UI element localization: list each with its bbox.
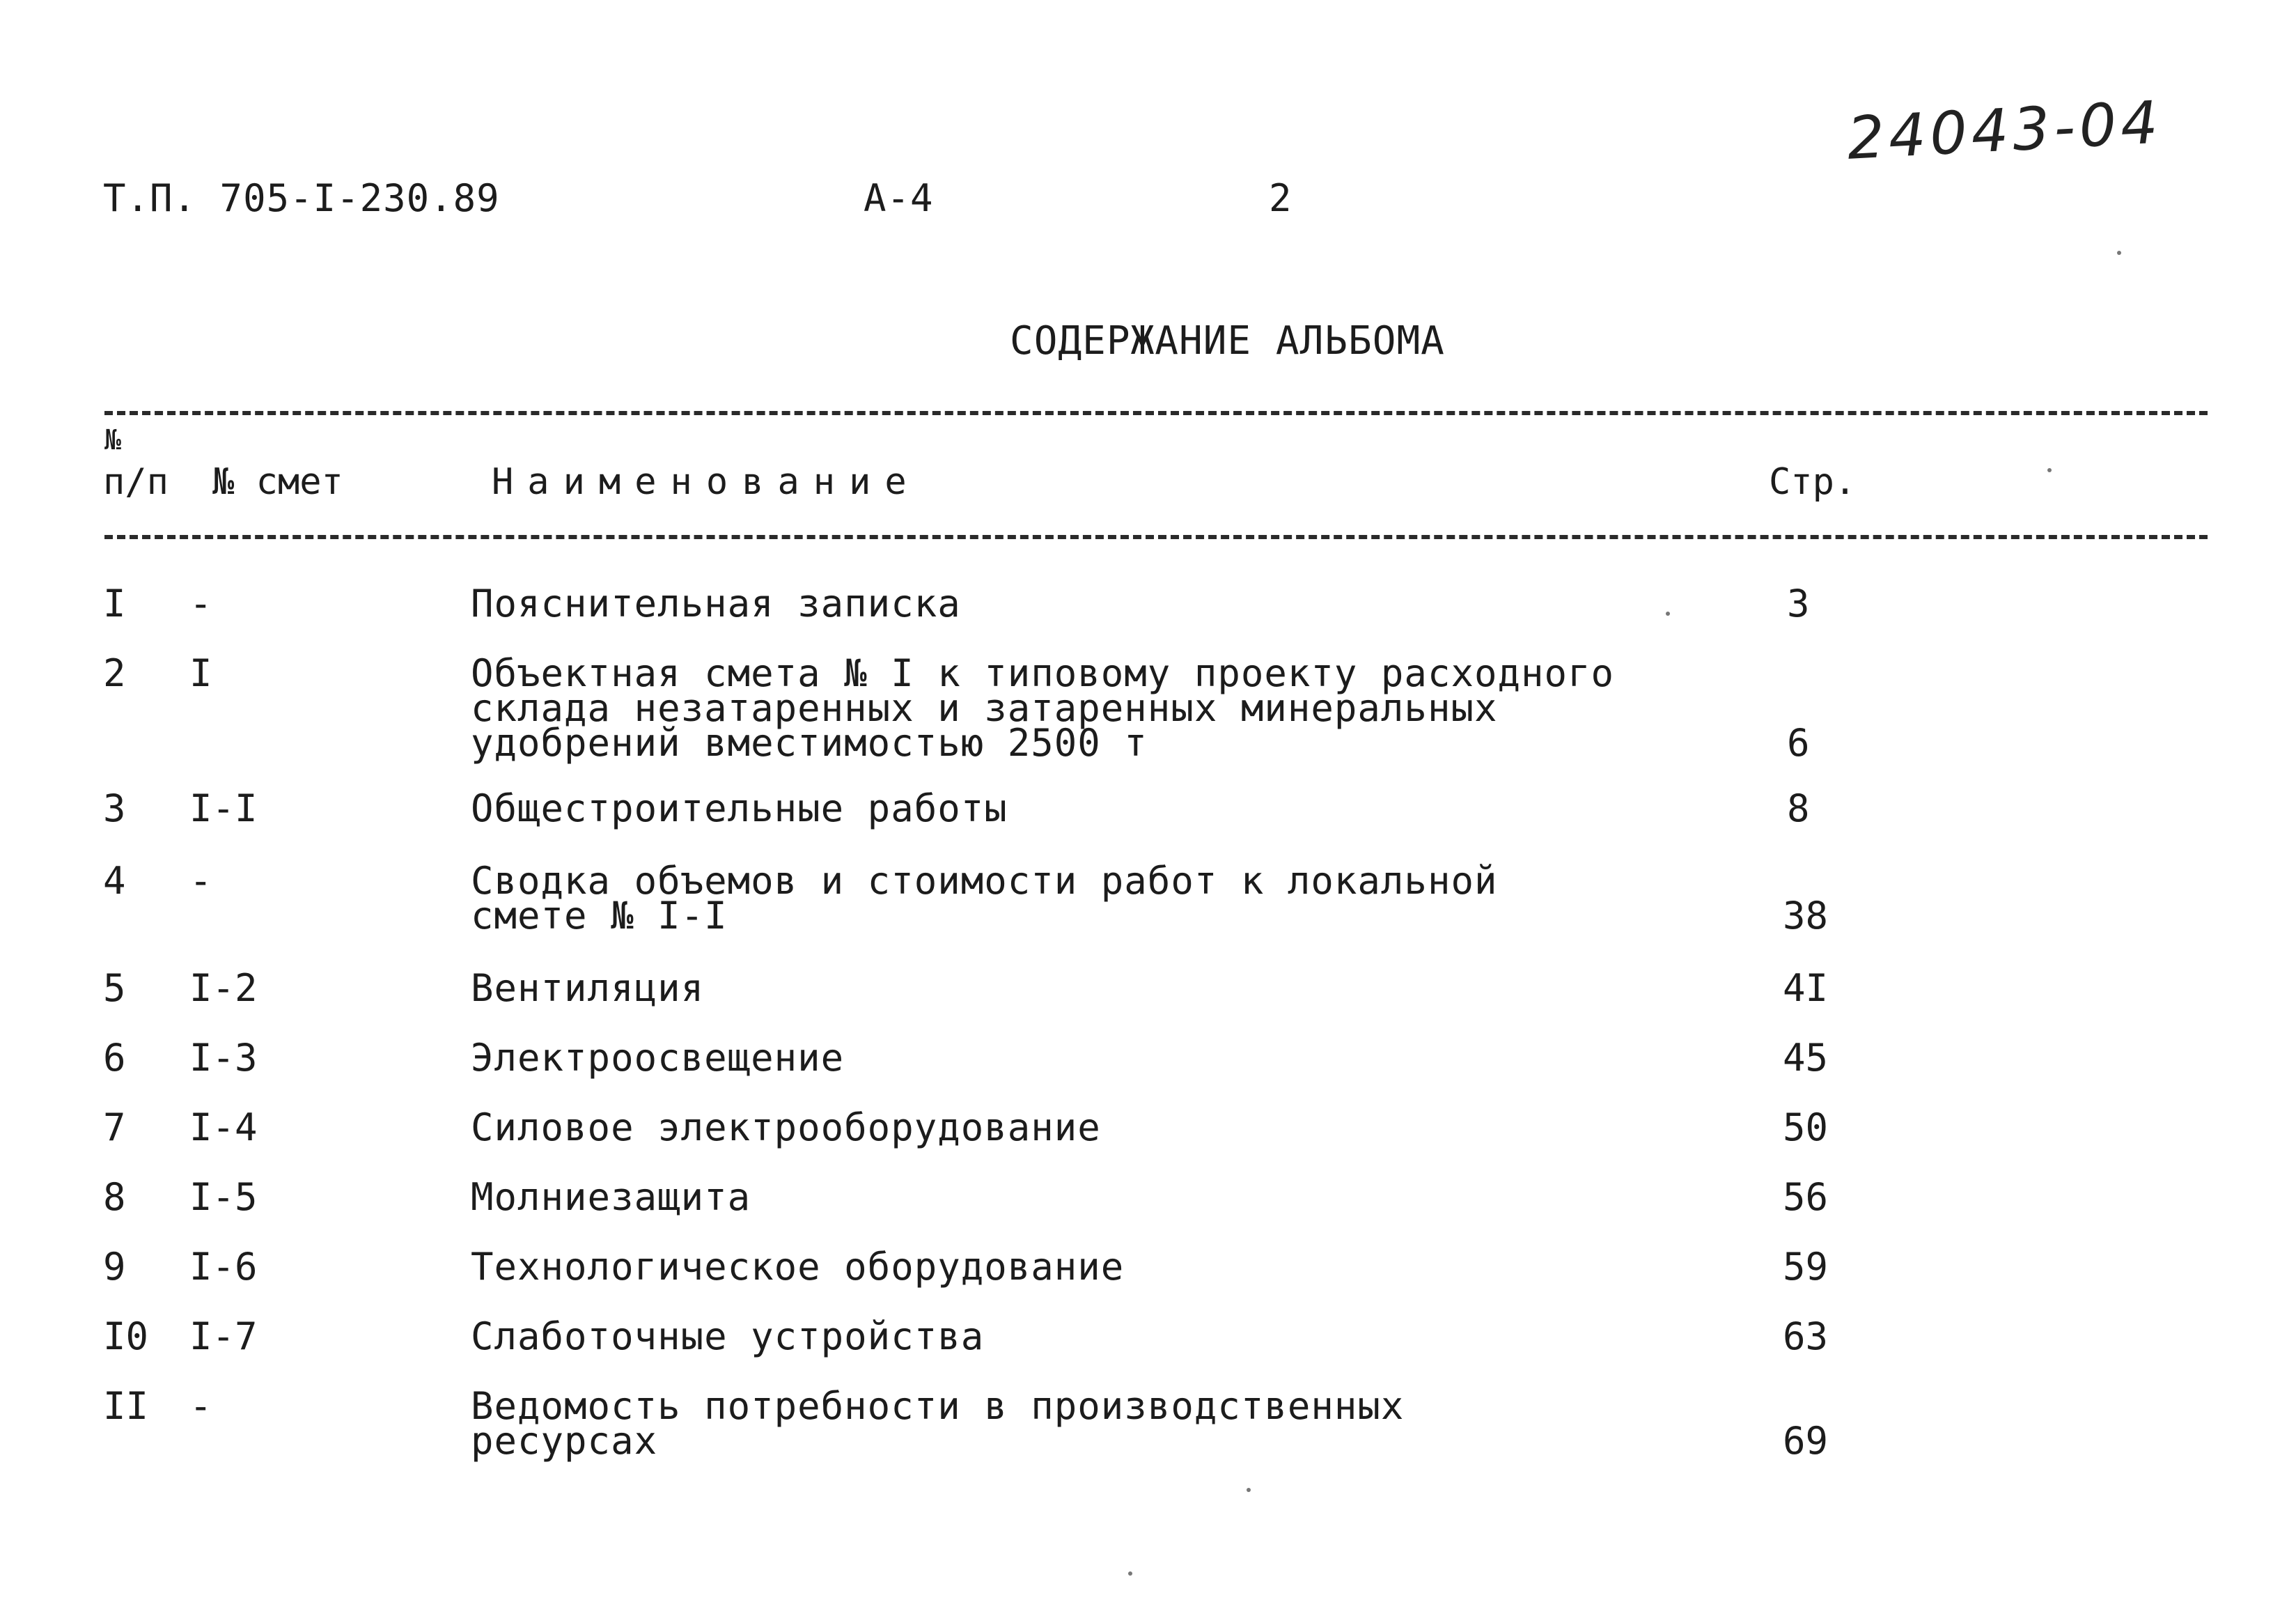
scan-speck: [1128, 1571, 1132, 1576]
row-page: 56: [1783, 1175, 1829, 1219]
row-estimate: -: [189, 859, 212, 903]
row-name-line: удобрений вместимостью 2500 т: [471, 721, 1148, 765]
row-name-line: Сводка объемов и стоимости работ к локальной: [471, 859, 1498, 903]
album-code: А-4: [864, 176, 934, 220]
row-name-line: Пояснительная записка: [471, 582, 961, 626]
page-number: 2: [1269, 176, 1293, 220]
row-number: 7: [103, 1105, 126, 1149]
archive-number-handwritten: 24043-04: [1845, 88, 2164, 173]
row-name-line: Общестроительные работы: [471, 786, 1008, 830]
row-name-line: Молниезащита: [471, 1175, 751, 1219]
row-name-line: Ведомость потребности в производственных: [471, 1384, 1405, 1428]
row-name-line: склада незатаренных и затаренных минеральных: [471, 686, 1498, 730]
row-page: 45: [1783, 1036, 1829, 1080]
row-number: I: [103, 582, 126, 626]
row-estimate: I-5: [189, 1175, 258, 1219]
col-header-num-sign: №: [104, 424, 122, 456]
table-header-rule: [104, 535, 2208, 539]
row-name-line: Слаботочные устройства: [471, 1314, 985, 1358]
row-number: 6: [103, 1036, 126, 1080]
row-page: 63: [1783, 1314, 1829, 1358]
col-header-num: п/п: [103, 461, 169, 503]
row-estimate: I: [189, 651, 212, 695]
row-page: 38: [1783, 894, 1829, 938]
row-number: 3: [103, 786, 126, 830]
row-name-line: Электроосвещение: [471, 1036, 845, 1080]
row-number: 8: [103, 1175, 126, 1219]
row-estimate: I-4: [189, 1105, 258, 1149]
row-number: 9: [103, 1245, 126, 1289]
col-header-page: Стр.: [1769, 461, 1857, 503]
row-number: 5: [103, 966, 126, 1010]
row-estimate: I-7: [189, 1314, 258, 1358]
row-number: 2: [103, 651, 126, 695]
row-name-line: Силовое электрооборудование: [471, 1105, 1101, 1149]
row-estimate: I-6: [189, 1245, 258, 1289]
row-page: 3: [1787, 582, 1810, 626]
scan-speck: [1247, 1488, 1251, 1492]
row-name-line: ресурсах: [471, 1419, 658, 1463]
col-header-name: Наименование: [492, 461, 921, 503]
row-page: 8: [1787, 786, 1810, 830]
table-top-rule: [104, 411, 2208, 415]
row-estimate: I-2: [189, 966, 258, 1010]
row-name-line: Объектная смета № I к типовому проекту расходного: [471, 651, 1615, 695]
scan-speck: [2047, 468, 2052, 472]
row-number: I0: [103, 1314, 149, 1358]
row-page: 69: [1783, 1419, 1829, 1463]
row-estimate: -: [189, 1384, 212, 1428]
row-name-line: Вентиляция: [471, 966, 705, 1010]
row-estimate: I-I: [189, 786, 258, 830]
row-page: 50: [1783, 1105, 1829, 1149]
row-estimate: -: [189, 582, 212, 626]
col-header-estimate: № смет: [212, 461, 343, 503]
scan-speck: [1666, 612, 1670, 616]
row-number: II: [103, 1384, 149, 1428]
row-number: 4: [103, 859, 126, 903]
row-name-line: Технологическое оборудование: [471, 1245, 1125, 1289]
scan-speck: [2117, 251, 2121, 255]
page-title: СОДЕРЖАНИЕ АЛЬБОМА: [1010, 318, 1445, 364]
doc-code: Т.П. 705-I-230.89: [103, 176, 500, 220]
row-page: 6: [1787, 721, 1810, 765]
row-name-line: смете № I-I: [471, 894, 728, 938]
row-page: 59: [1783, 1245, 1829, 1289]
row-page: 4I: [1783, 966, 1829, 1010]
row-estimate: I-3: [189, 1036, 258, 1080]
